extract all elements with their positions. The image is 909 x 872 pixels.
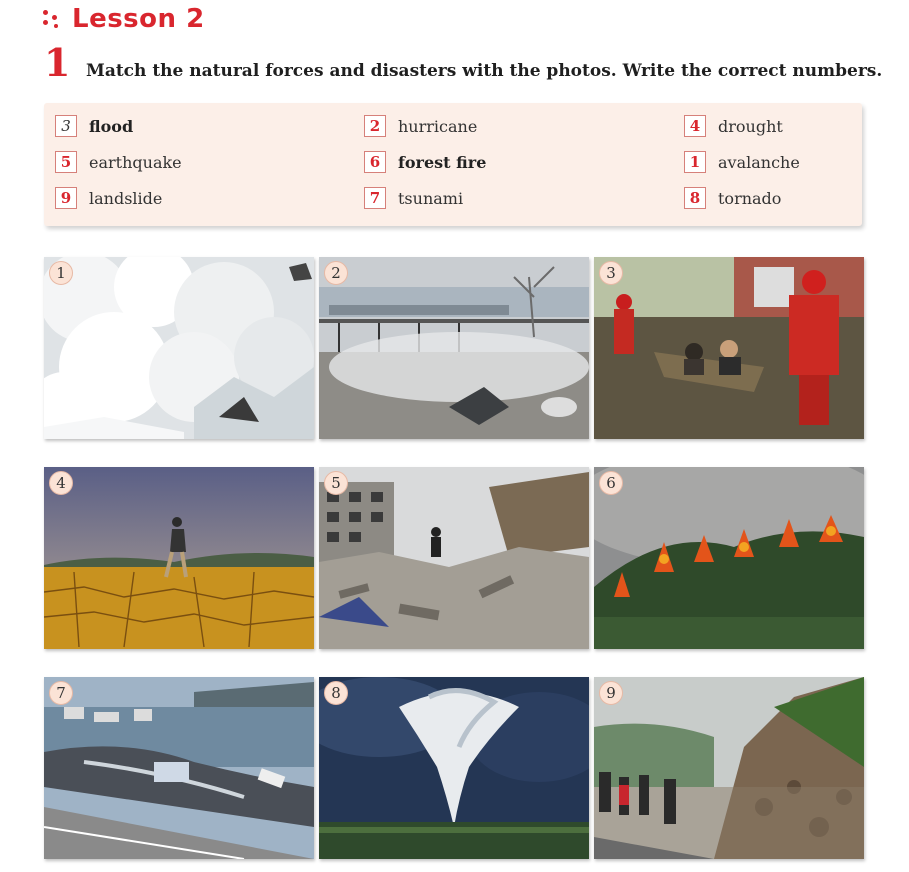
word-label: avalanche — [718, 152, 800, 172]
word-item — [55, 185, 162, 211]
word-item — [364, 149, 486, 175]
word-item — [684, 149, 800, 175]
photo-tsunami — [44, 677, 314, 859]
word-label: tornado — [718, 188, 782, 208]
lesson-header — [40, 4, 205, 34]
photo-number-badge: 9 — [599, 681, 623, 705]
photo-hurricane — [319, 257, 589, 439]
word-label: forest fire — [398, 152, 487, 172]
answer-box[interactable]: 3 — [55, 115, 77, 137]
photo-drought — [44, 467, 314, 649]
photo-number-badge: 3 — [599, 261, 623, 285]
photo-tornado — [319, 677, 589, 859]
photo-number-badge: 6 — [599, 471, 623, 495]
answer-box[interactable]: 7 — [364, 187, 386, 209]
lesson-title: Lesson 2 — [72, 4, 205, 34]
word-label: landslide — [89, 188, 163, 208]
task-instruction: Match the natural forces and disasters with the photos. Write the correct numbers. — [86, 61, 883, 81]
photo-number-badge: 4 — [49, 471, 73, 495]
task-number: 1 — [44, 40, 71, 85]
answer-box[interactable]: 5 — [55, 151, 77, 173]
answer-box[interactable]: 6 — [364, 151, 386, 173]
photo-landslide — [594, 677, 864, 859]
answer-box[interactable]: 1 — [684, 151, 706, 173]
word-item — [55, 149, 182, 175]
word-label: tsunami — [398, 188, 464, 208]
word-label: flood — [89, 116, 134, 136]
word-item — [364, 113, 477, 139]
dots-icon — [40, 8, 62, 30]
word-item — [684, 185, 781, 211]
photo-earthquake — [319, 467, 589, 649]
photo-number-badge: 2 — [324, 261, 348, 285]
answer-box[interactable]: 4 — [684, 115, 706, 137]
word-box — [44, 103, 862, 226]
photo-number-badge: 8 — [324, 681, 348, 705]
word-label: hurricane — [398, 116, 478, 136]
word-item — [55, 113, 133, 139]
word-item — [684, 113, 783, 139]
answer-box[interactable]: 9 — [55, 187, 77, 209]
word-label: drought — [718, 116, 783, 136]
photo-number-badge: 1 — [49, 261, 73, 285]
word-item — [364, 185, 463, 211]
photo-avalanche — [44, 257, 314, 439]
photo-forest-fire — [594, 467, 864, 649]
task-heading — [44, 40, 882, 85]
photo-number-badge: 5 — [324, 471, 348, 495]
answer-box[interactable]: 2 — [364, 115, 386, 137]
answer-box[interactable]: 8 — [684, 187, 706, 209]
photo-flood — [594, 257, 864, 439]
word-label: earthquake — [89, 152, 182, 172]
photo-number-badge: 7 — [49, 681, 73, 705]
